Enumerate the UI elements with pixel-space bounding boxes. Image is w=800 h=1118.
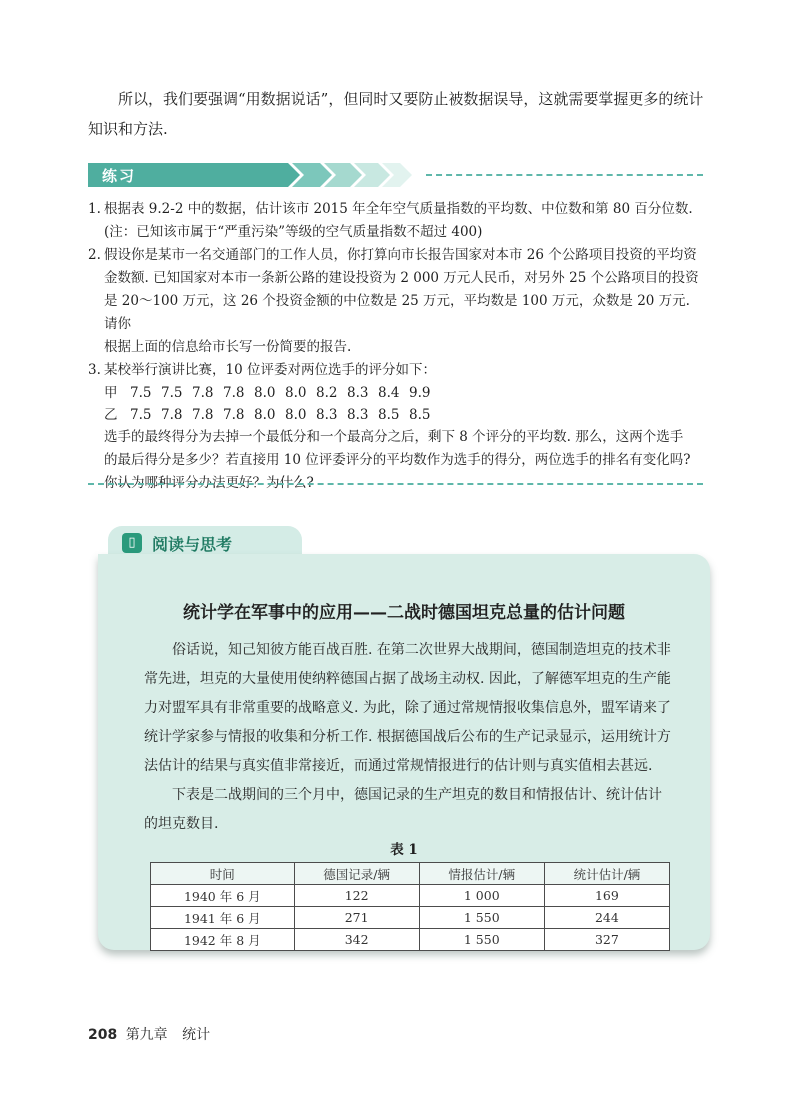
table-header-cell: 德国记录/辆 (294, 863, 419, 885)
table-cell: 1 550 (419, 929, 544, 951)
score-value: 8.3 (316, 407, 338, 423)
table-cell: 169 (544, 885, 669, 907)
table-cell: 1 550 (419, 907, 544, 929)
page-number: 208 (88, 1027, 118, 1043)
exercise-line: 选手的最终得分为去掉一个最低分和一个最高分之后，剩下 8 个评分的平均数. 那么，这两个选手 (104, 429, 684, 445)
score-value: 8.5 (409, 407, 431, 423)
book-icon: ▯ (122, 533, 142, 553)
exercise-line: 某校举行演讲比赛，10 位评委对两位选手的评分如下： (104, 362, 436, 378)
table-cell: 271 (294, 907, 419, 929)
score-row-b (104, 404, 703, 426)
exercise-title-bar (88, 163, 418, 187)
exercise-number: 1. (88, 201, 101, 217)
table-cell: 1 000 (419, 885, 544, 907)
chapter-label: 第九章 (125, 1027, 168, 1043)
score-value: 8.2 (316, 385, 338, 401)
score-value: 8.0 (254, 407, 276, 423)
reading-body (144, 636, 672, 839)
exercise-number: 2. (88, 247, 101, 263)
exercise-number: 3. (88, 362, 101, 378)
table-cell: 1941 年 6 月 (151, 907, 295, 929)
table-caption: 表 1 (390, 842, 418, 858)
table-header-row (151, 863, 670, 885)
exercise-divider-bottom (88, 483, 703, 485)
score-value: 8.3 (347, 407, 369, 423)
table-cell: 1942 年 8 月 (151, 929, 295, 951)
exercise-header (88, 162, 703, 188)
score-value: 8.0 (254, 385, 276, 401)
score-value: 7.8 (192, 407, 214, 423)
exercise-line: 你认为哪种评分办法更好？为什么? (104, 475, 314, 491)
score-value: 7.5 (130, 407, 152, 423)
score-value: 8.3 (347, 385, 369, 401)
score-value: 7.5 (130, 385, 152, 401)
reading-tab-title: 阅读与思考 (152, 535, 233, 554)
exercise-title: 练习 (102, 167, 137, 185)
exercise-line: (注：已知该市属于“严重污染”等级的空气质量指数不超过 400) (104, 224, 483, 240)
score-value: 8.4 (378, 385, 400, 401)
score-value: 9.9 (409, 385, 431, 401)
exercise-line: 是 20～100 万元，这 26 个投资金额的中位数是 25 万元，平均数是 100 万元，众数是 20 万元. 请你 (104, 293, 690, 332)
section-label: 统计 (182, 1027, 211, 1043)
score-value: 7.8 (192, 385, 214, 401)
table-cell: 1940 年 6 月 (151, 885, 295, 907)
contestant-name: 乙 (104, 407, 118, 423)
page-footer (88, 1024, 210, 1044)
intro-paragraph (88, 84, 708, 144)
score-value: 8.0 (285, 407, 307, 423)
exercise-line: 金数额. 已知国家对本市一条新公路的建设投资为 2 000 万元人民币，对另外 25 个公路项目的投资 (104, 270, 699, 286)
score-value: 8.0 (285, 385, 307, 401)
exercise-list (88, 198, 703, 495)
reading-section (98, 522, 710, 958)
exercise-divider-top (426, 174, 703, 176)
exercise-line: 根据上面的信息给市长写一份简要的报告. (104, 339, 352, 355)
reading-box (98, 554, 710, 950)
exercise-item-1 (88, 198, 703, 244)
table-cell: 327 (544, 929, 669, 951)
reading-paragraph: 俗话说，知己知彼方能百战百胜. 在第二次世界大战期间，德国制造坦克的技术非常先进，坦克的大量使用使纳粹德国占据了战场主动权. 因此，了解德军坦克的生产能力对盟军具有非常重要的战略意义. 为此，除了通过常规情报收集信息外，盟军请来了统计学家参与情报的收集和分析工作. 根据德国战后公布的生产记录显示，运用统计方法估计的结果与真实值非常接近，而通过常规情报进行的估计则与真实值相去甚远. (144, 642, 671, 774)
table-cell: 122 (294, 885, 419, 907)
table-row (151, 929, 670, 951)
reading-paragraph: 下表是二战期间的三个月中，德国记录的生产坦克的数目和情报估计、统计估计的坦克数目. (144, 787, 662, 832)
table-cell: 244 (544, 907, 669, 929)
exercise-line: 的最后得分是多少？若直接用 10 位评委评分的平均数作为选手的得分，两位选手的排名有变化吗? (104, 452, 691, 468)
exercise-line: 假设你是某市一名交通部门的工作人员，你打算向市长报告国家对本市 26 个公路项目投资的平均资 (104, 247, 697, 263)
score-value: 7.8 (223, 407, 245, 423)
table-row (151, 907, 670, 929)
intro-text: 所以，我们要强调“用数据说话”，但同时又要防止被数据误导，这就需要掌握更多的统计知识和方法. (88, 90, 704, 138)
exercise-line: 根据表 9.2-2 中的数据，估计该市 2015 年全年空气质量指数的平均数、中位数和第 80 百分位数. (104, 201, 693, 217)
score-value: 7.5 (161, 385, 183, 401)
score-value: 8.5 (378, 407, 400, 423)
table-header-cell: 情报估计/辆 (419, 863, 544, 885)
reading-heading: 统计学在军事中的应用——二战时德国坦克总量的估计问题 (183, 603, 625, 623)
score-value: 7.8 (161, 407, 183, 423)
score-lists (104, 382, 703, 426)
score-value: 7.8 (223, 385, 245, 401)
table-header-cell: 统计估计/辆 (544, 863, 669, 885)
exercise-item-2 (88, 244, 703, 359)
exercise-item-3 (88, 359, 703, 495)
contestant-name: 甲 (104, 385, 118, 401)
table-cell: 342 (294, 929, 419, 951)
table-row (151, 885, 670, 907)
tank-estimate-table (150, 862, 670, 951)
score-row-a (104, 382, 703, 404)
table-header-cell: 时间 (151, 863, 295, 885)
